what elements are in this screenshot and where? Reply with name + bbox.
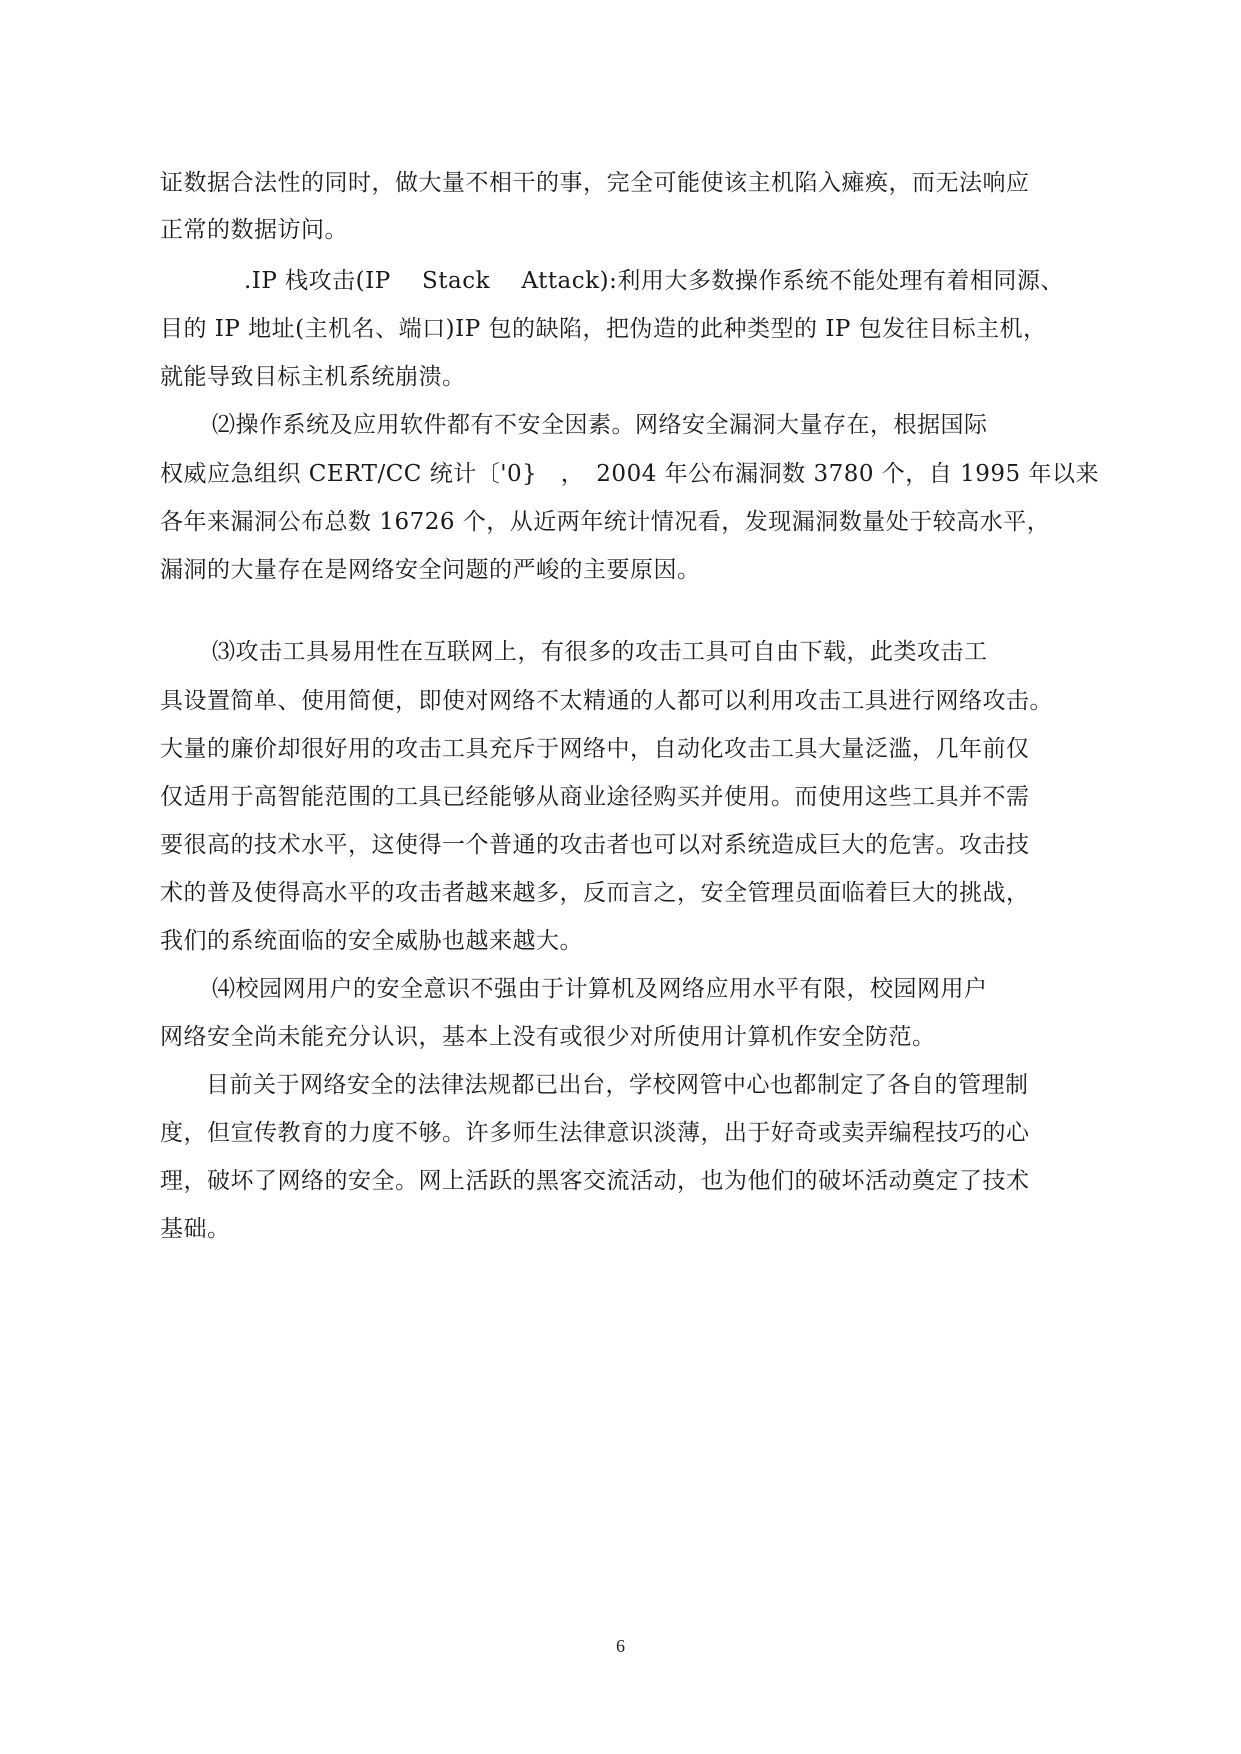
text-line: 各年来漏洞公布总数 16726 个，从近两年统计情况看，发现漏洞数量处于较高水平， (160, 509, 1051, 535)
text-line: ⑵操作系统及应用软件都有不安全因素。网络安全漏洞大量存在，根据国际 (212, 412, 988, 438)
text-line: 权威应急组织 CERT/CC 统计〔'0} ， 2004 年公布漏洞数 3780 个，自 1995 年以来 (160, 461, 1099, 487)
page-number: 6 (616, 1636, 625, 1656)
text-line: 证数据合法性的同时，做大量不相干的事，完全可能使该主机陷入瘫痪，而无法响应 (160, 170, 1030, 196)
text-line: 仅适用于高智能范围的工具已经能够从商业途径购买并使用。而使用这些工具并不需 (160, 784, 1030, 810)
text-line: 就能导致目标主机系统崩溃。 (160, 364, 466, 390)
text-line: 大量的廉价却很好用的攻击工具充斥于网络中，自动化攻击工具大量泛滥，几年前仅 (160, 736, 1030, 762)
text-line: ⑷校园网用户的安全意识不强由于计算机及网络应用水平有限，校园网用户 (212, 976, 988, 1002)
text-line: 目前关于网络安全的法律法规都已出台，学校网管中心也都制定了各自的管理制 (206, 1072, 1029, 1098)
text-line: 我们的系统面临的安全威胁也越来越大。 (160, 928, 583, 954)
text-line: 要很高的技术水平，这使得一个普通的攻击者也可以对系统造成巨大的危害。攻击技 (160, 832, 1030, 858)
text-line: 漏洞的大量存在是网络安全问题的严峻的主要原因。 (160, 557, 701, 583)
text-line: 正常的数据访问。 (160, 217, 348, 243)
text-line: 具设置简单、使用简便，即使对网络不太精通的人都可以利用攻击工具进行网络攻击。 (160, 688, 1053, 714)
text-line: 理，破坏了网络的安全。网上活跃的黑客交流活动，也为他们的破坏活动奠定了技术 (160, 1168, 1030, 1194)
text-line: 目的 IP 地址(主机名、端口)IP 包的缺陷，把伪造的此种类型的 IP 包发往目标主机， (160, 316, 1047, 342)
text-line: .IP 栈攻击(IP Stack Attack):利用大多数操作系统不能处理有着相同源、 (244, 268, 1064, 294)
text-line: 网络安全尚未能充分认识，基本上没有或很少对所使用计算机作安全防范。 (160, 1024, 936, 1050)
text-line: ⑶攻击工具易用性在互联网上，有很多的攻击工具可自由下载，此类攻击工 (212, 639, 988, 665)
text-line: 术的普及使得高水平的攻击者越来越多，反而言之，安全管理员面临着巨大的挑战， (160, 880, 1030, 906)
text-line: 度，但宣传教育的力度不够。许多师生法律意识淡薄，出于好奇或卖弄编程技巧的心 (160, 1120, 1030, 1146)
text-line: 基础。 (160, 1216, 231, 1242)
